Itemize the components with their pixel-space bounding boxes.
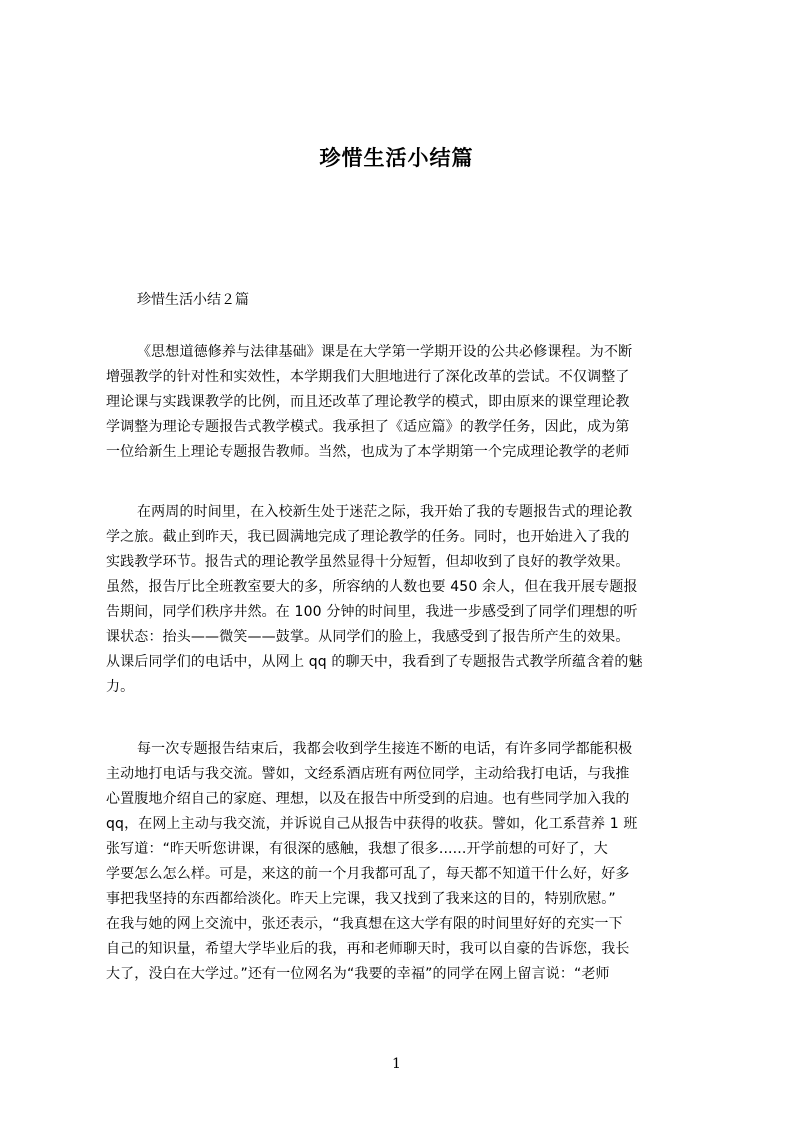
paragraph-line: 一位给新生上理论专题报告教师。当然，也成为了本学期第一个完成理论教学的老师 <box>106 444 630 460</box>
paragraph-line: 力。 <box>106 679 135 695</box>
paragraph-1 <box>106 340 698 465</box>
paragraph-line: 心置腹地介绍自己的家庭、理想，以及在报告中所受到的启迪。也有些同学加入我的 <box>106 791 630 807</box>
paragraph-line: 《思想道德修养与法律基础》课是在大学第一学期开设的公共必修课程。为不断 <box>137 344 633 360</box>
page-title: 珍惜生活小结篇 <box>319 146 474 170</box>
paragraph-line: 从课后同学们的电话中，从网上 qq 的聊天中，我看到了专题报告式教学所蕴含着的魅 <box>106 654 643 670</box>
section-subtitle: 珍惜生活小结２篇 <box>137 292 249 308</box>
paragraph-line: 在我与她的网上交流中，张还表示，“我真想在这大学有限的时间里好好的充实一下 <box>106 916 623 932</box>
paragraph-line: 课状态：抬头——微笑——鼓掌。从同学们的脸上，我感受到了报告所产生的效果。 <box>106 629 630 645</box>
paragraph-line: 在两周的时间里，在入校新生处于迷茫之际，我开始了我的专题报告式的理论教 <box>137 504 633 520</box>
paragraph-line: 每一次专题报告结束后，我都会收到学生接连不断的电话，有许多同学都能积极 <box>137 741 633 757</box>
paragraph-line: 张写道：“昨天听您讲课，有很深的感触，我想了很多......开学前想的可好了，大 <box>106 841 608 857</box>
paragraph-line: 学要怎么怎么样。可是，来这的前一个月我都可乱了，每天都不知道干什么好，好多 <box>106 866 630 882</box>
paragraph-line: 事把我坚持的东西都给淡化。昨天上完课，我又找到了我来这的目的，特别欣慰。” <box>106 891 616 907</box>
paragraph-line: 实践教学环节。报告式的理论教学虽然显得十分短暂，但却收到了良好的教学效果。 <box>106 554 630 570</box>
paragraph-line: 学之旅。截止到昨天，我已圆满地完成了理论教学的任务。同时，也开始进入了我的 <box>106 529 630 545</box>
paragraph-line: 学调整为理论专题报告式教学模式。我承担了《适应篇》的教学任务，因此，成为第 <box>106 419 630 435</box>
paragraph-line: 自己的知识量，希望大学毕业后的我，再和老师聊天时，我可以自豪的告诉您，我长 <box>106 941 630 957</box>
paragraph-line: 增强教学的针对性和实效性，本学期我们大胆地进行了深化改革的尝试。不仅调整了 <box>106 369 630 385</box>
paragraph-line: 告期间，同学们秩序井然。在 100 分钟的时间里，我进一步感受到了同学们理想的听 <box>106 604 638 620</box>
paragraph-line: 虽然，报告厅比全班教室要大的多，所容纳的人数也要 450 余人，但在我开展专题报 <box>106 579 638 595</box>
page-number: 1 <box>392 1056 401 1072</box>
paragraph-line: 主动地打电话与我交流。譬如，文经系酒店班有两位同学，主动给我打电话，与我推 <box>106 766 630 782</box>
paragraph-line: 大了，没白在大学过。”还有一位网名为“我要的幸福”的同学在网上留言说：“老师 <box>106 966 610 982</box>
paragraph-2 <box>106 500 698 700</box>
paragraph-3 <box>106 737 698 987</box>
paragraph-line: qq，在网上主动与我交流，并诉说自己从报告中获得的收获。譬如，化工系营养 1 班 <box>106 816 638 832</box>
paragraph-line: 理论课与实践课教学的比例，而且还改革了理论教学的模式，即由原来的课堂理论教 <box>106 394 630 410</box>
